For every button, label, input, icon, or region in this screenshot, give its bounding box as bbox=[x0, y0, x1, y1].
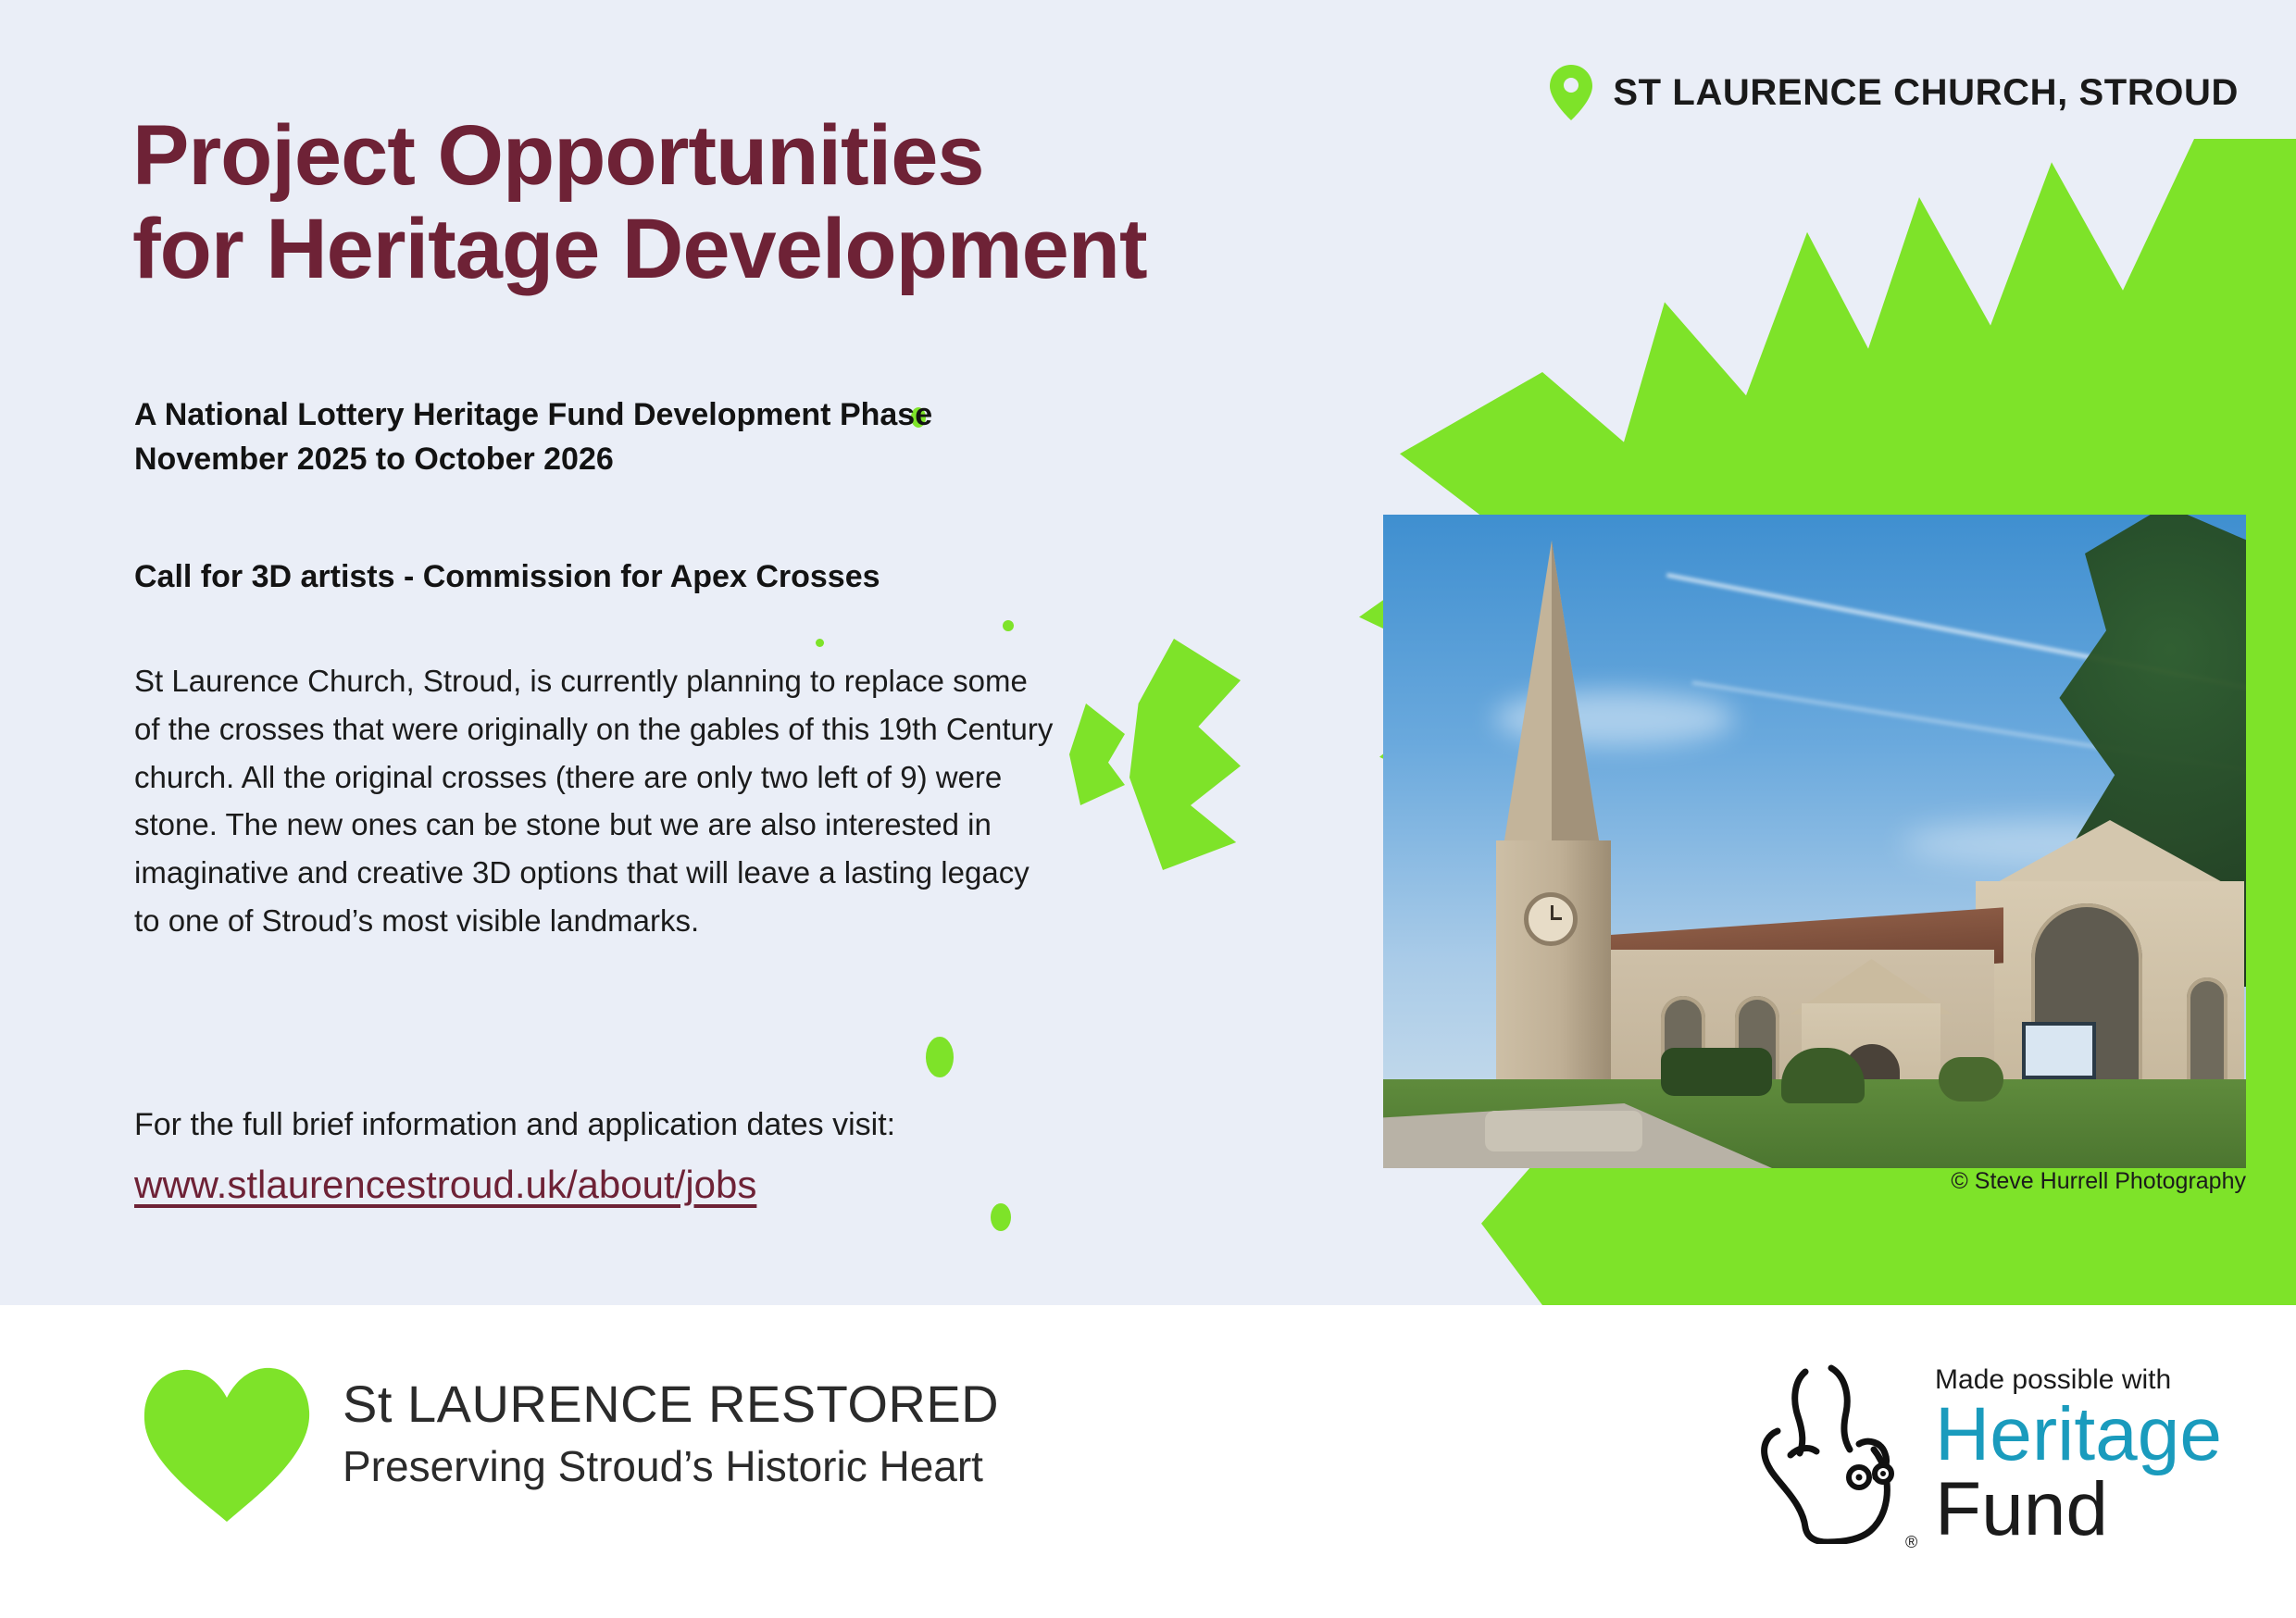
website-link[interactable]: www.stlaurencestroud.uk/about/jobs bbox=[134, 1163, 757, 1206]
body-copy: St Laurence Church, Stroud, is currently planning to replace some of the crosses that were originally on the gables of this 19th Century church. All the original crosses (there are only two left of 9) were stone. The new ones can be stone but we are also interested in imaginative and creative 3D options that will leave a lasting legacy to one of Stroud’s most visible landmarks. bbox=[134, 664, 1054, 938]
heritage-fund-logo bbox=[1750, 1359, 2222, 1552]
heritage-word: Heritage bbox=[1935, 1392, 2222, 1476]
location-label bbox=[1550, 65, 2239, 120]
subheading bbox=[134, 392, 1292, 482]
brand-title: St LAURENCE RESTORED bbox=[343, 1375, 1000, 1433]
photo-clock-face bbox=[1524, 892, 1578, 946]
green-splash-dot bbox=[816, 639, 824, 647]
photo-credit: © Steve Hurrell Photography bbox=[1951, 1168, 2246, 1194]
photo-noticeboard bbox=[2022, 1022, 2096, 1079]
subheading-line-2: November 2025 to October 2026 bbox=[134, 442, 614, 478]
fund-word: Fund bbox=[1935, 1467, 2108, 1552]
green-splash-dot bbox=[1003, 620, 1014, 631]
brand-text bbox=[343, 1374, 999, 1494]
green-splash-blob bbox=[1129, 639, 1241, 870]
photo-credit-wrap bbox=[1383, 1168, 2246, 1195]
headline-line-1: Project Opportunities bbox=[132, 108, 984, 203]
photo-spire-shade bbox=[1552, 541, 1600, 846]
photo-tomb bbox=[1485, 1111, 1642, 1151]
footer bbox=[0, 1305, 2296, 1618]
headline-line-2: for Heritage Development bbox=[132, 202, 1147, 297]
call-for-artists-heading: Call for 3D artists - Commission for Apex Crosses bbox=[134, 559, 880, 594]
made-possible-with-label: Made possible with bbox=[1935, 1364, 2172, 1395]
location-text: ST LAURENCE CHURCH, STROUD bbox=[1613, 71, 2239, 113]
brand-subtitle: Preserving Stroud’s Historic Heart bbox=[343, 1442, 983, 1491]
crossed-fingers-icon bbox=[1750, 1359, 1907, 1549]
green-splash-dot bbox=[926, 1037, 954, 1077]
photo-bush bbox=[1939, 1057, 2003, 1101]
subheading-line-1: A National Lottery Heritage Fund Development Phase bbox=[134, 397, 933, 432]
photo-hedge bbox=[1661, 1048, 1772, 1096]
visit-instruction: For the full brief information and application dates visit: bbox=[134, 1107, 896, 1142]
registered-trademark-mark: ® bbox=[1905, 1533, 1918, 1551]
photo-clock-hand bbox=[1551, 917, 1562, 920]
green-splash-dot bbox=[991, 1203, 1011, 1231]
church-photo bbox=[1383, 515, 2246, 1168]
page-title bbox=[132, 109, 1447, 296]
green-splash-blob-small bbox=[1069, 703, 1125, 805]
map-pin-icon bbox=[1550, 65, 1592, 120]
heritage-fund-wordmark bbox=[1905, 1359, 2222, 1552]
